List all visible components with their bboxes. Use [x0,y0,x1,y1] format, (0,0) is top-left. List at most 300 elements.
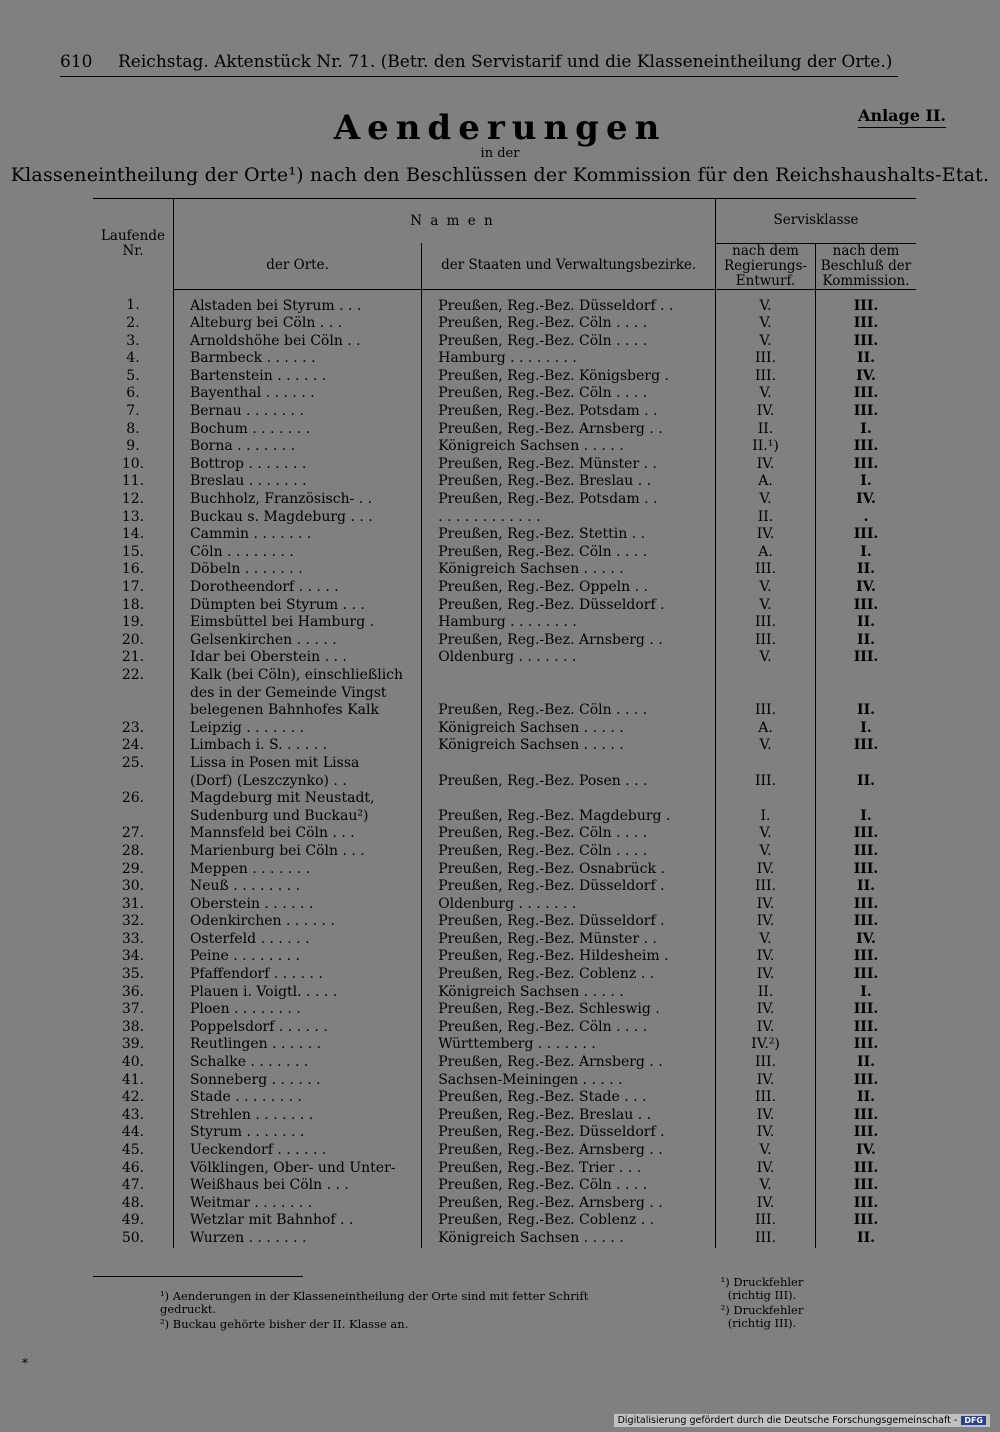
row-class-commission: III. [816,1036,916,1054]
column-footnote-2: ²) Druckfehler (richtig III). [720,1303,804,1330]
row-class-government: V. [716,385,816,403]
row-class-government: III. [716,702,816,720]
row-state: . . . . . . . . . . . . [422,509,716,527]
row-class-commission: III. [816,1195,916,1213]
row-class-government: III. [716,614,816,632]
row-class-government: IV. [716,896,816,914]
row-class-commission: III. [816,966,916,984]
row-class-government: IV.²) [716,1036,816,1054]
running-header: Reichstag. Aktenstück Nr. 71. (Betr. den Servistarif und die Klasseneintheilung der Orte.) [118,52,893,72]
row-number: 11. [121,473,145,490]
row-number: 1. [126,297,140,314]
row-place: Wetzlar mit Bahnhof . . [173,1212,421,1230]
row-number: 8. [126,420,140,437]
row-place: Bottrop . . . . . . . [173,456,421,474]
row-class-commission: III. [816,861,916,879]
row-state: Preußen, Reg.-Bez. Breslau . . [422,473,716,491]
row-number: 41. [121,1071,145,1088]
header-rule [60,76,898,77]
row-place: Dorotheendorf . . . . . [173,579,421,597]
row-number: 6. [126,385,140,402]
row-class-commission: III. [816,1160,916,1178]
row-number: 40. [121,1054,145,1071]
table-row [93,491,916,509]
row-class-commission: IV. [816,1142,916,1160]
row-class-government: III. [716,1230,816,1248]
row-place: Arnoldshöhe bei Cöln . . [173,333,421,351]
row-class-commission: III. [816,825,916,843]
table-row [93,896,916,914]
row-place: Stade . . . . . . . . [173,1089,421,1107]
row-place: Oberstein . . . . . . [173,896,421,914]
row-place: Leipzig . . . . . . . [173,720,421,738]
annex-label: Anlage II. [858,106,946,128]
table-row [93,561,916,579]
row-number: 23. [121,719,145,736]
row-state: Preußen, Reg.-Bez. Osnabrück . [422,861,716,879]
row-place: Limbach i. S. . . . . . [173,737,421,755]
row-state: Königreich Sachsen . . . . . [422,737,716,755]
row-class-commission: III. [816,333,916,351]
row-state: Preußen, Reg.-Bez. Arnsberg . . [422,1142,716,1160]
row-number: 25. [121,754,145,771]
row-class-government [716,667,816,685]
row-class-commission: III. [816,1072,916,1090]
row-state [422,685,716,703]
table-row [93,315,916,333]
row-class-commission: I. [816,984,916,1002]
table-row [93,597,916,615]
row-number: 38. [121,1018,145,1035]
credit-text: Digitalisierung gefördert durch die Deutsche Forschungsgemeinschaft - [617,1415,958,1426]
row-state: Preußen, Reg.-Bez. Königsberg . [422,368,716,386]
table-row [93,984,916,1002]
row-state: Preußen, Reg.-Bez. Coblenz . . [422,1212,716,1230]
footnote-1: ¹) Aenderungen in der Klasseneintheilung der Orte sind mit fetter Schrift gedruckt. [160,1289,589,1316]
table-row [93,403,916,421]
row-state: Königreich Sachsen . . . . . [422,984,716,1002]
table-row [93,1089,916,1107]
table-row [93,966,916,984]
row-class-government: V. [716,315,816,333]
row-number: 14. [121,526,145,543]
row-place: Buckau s. Magdeburg . . . [173,509,421,527]
row-state: Preußen, Reg.-Bez. Cöln . . . . [422,843,716,861]
table-row [93,878,916,896]
row-number: 48. [121,1194,145,1211]
header-namen: N a m e n [173,199,715,244]
row-number: 36. [121,983,145,1000]
row-place: Ueckendorf . . . . . . [173,1142,421,1160]
table-row [93,931,916,949]
row-number: 3. [126,332,140,349]
row-state: Hamburg . . . . . . . . [422,350,716,368]
row-class-commission: . [816,509,916,527]
row-number: 27. [121,825,145,842]
row-place: Ploen . . . . . . . . [173,1001,421,1019]
row-state: Preußen, Reg.-Bez. Cöln . . . . [422,315,716,333]
row-place: Mannsfeld bei Cöln . . . [173,825,421,843]
row-place: Völklingen, Ober- und Unter- [173,1160,421,1178]
table-row [93,1019,916,1037]
row-number: 49. [121,1212,145,1229]
page-number: 610 [60,52,93,72]
row-class-commission: III. [816,597,916,615]
table-row [93,1160,916,1178]
row-class-government: III. [716,1089,816,1107]
row-class-government: III. [716,368,816,386]
document-subtitle: Klasseneintheilung der Orte¹) nach den Beschlüssen der Kommission für den Reichshaushalts-Etat. [10,164,990,186]
row-class-government: II.¹) [716,438,816,456]
row-number: 45. [121,1142,145,1158]
row-class-commission: III. [816,948,916,966]
row-class-government: V. [716,333,816,351]
row-class-government: IV. [716,861,816,879]
row-state: Oldenburg . . . . . . . [422,896,716,914]
row-number: 29. [121,860,145,877]
row-class-commission: II. [816,1089,916,1107]
row-state: Hamburg . . . . . . . . [422,614,716,632]
row-class-government: V. [716,649,816,667]
row-number: 26. [121,790,145,807]
table-row [93,1054,916,1072]
row-state: Preußen, Reg.-Bez. Düsseldorf . [422,597,716,615]
column-footnote-1: ¹) Druckfehler (richtig III). [720,1275,804,1302]
row-place: Neuß . . . . . . . . [173,878,421,896]
row-class-commission: III. [816,1124,916,1142]
row-number: 31. [121,895,145,912]
row-state: Preußen, Reg.-Bez. Arnsberg . . [422,421,716,439]
row-number: 34. [121,948,145,965]
row-number: 2. [126,315,140,332]
row-class-government: V. [716,1177,816,1195]
row-class-government: IV. [716,1195,816,1213]
row-class-commission: III. [816,913,916,931]
row-class-commission: IV. [816,579,916,597]
table-row [93,473,916,491]
row-state: Preußen, Reg.-Bez. Cöln . . . . [422,1177,716,1195]
row-class-commission: III. [816,649,916,667]
row-class-government: V. [716,289,816,315]
row-number: 37. [121,1001,145,1018]
table-row [93,755,916,773]
row-number: 39. [121,1036,145,1053]
table-row [93,913,916,931]
row-class-commission [816,667,916,685]
footnote-rule [93,1276,303,1277]
row-number [93,685,173,703]
row-number [93,702,173,720]
row-class-commission: III. [816,843,916,861]
table-row [93,1107,916,1125]
table-row [93,1230,916,1248]
row-class-government: I. [716,808,816,826]
row-state: Preußen, Reg.-Bez. Schleswig . [422,1001,716,1019]
row-class-government: IV. [716,1019,816,1037]
row-state: Preußen, Reg.-Bez. Hildesheim . [422,948,716,966]
row-place: Marienburg bei Cöln . . . [173,843,421,861]
table-row [93,737,916,755]
table-row [93,289,916,315]
table-row [93,1072,916,1090]
row-class-commission: II. [816,561,916,579]
row-number: 28. [121,842,145,859]
row-state: Preußen, Reg.-Bez. Cöln . . . . [422,544,716,562]
table-row [93,1212,916,1230]
row-class-government: V. [716,1142,816,1160]
row-state: Preußen, Reg.-Bez. Düsseldorf . [422,878,716,896]
row-number: 43. [121,1106,145,1123]
row-class-commission: IV. [816,368,916,386]
row-place: Alstaden bei Styrum . . . [173,289,421,315]
row-class-government: III. [716,878,816,896]
row-state [422,667,716,685]
table-row [93,1195,916,1213]
table-row [93,720,916,738]
row-place: Meppen . . . . . . . [173,861,421,879]
row-place: (Dorf) (Leszczynko) . . [173,773,421,791]
row-number: 44. [121,1124,145,1141]
table-row [93,438,916,456]
row-class-commission [816,790,916,808]
row-class-government: IV. [716,1001,816,1019]
row-state [422,755,716,773]
header-orte: der Orte. [173,243,421,289]
row-number: 5. [126,367,140,384]
row-state: Preußen, Reg.-Bez. Oppeln . . [422,579,716,597]
row-class-government: A. [716,473,816,491]
row-place: Cöln . . . . . . . . [173,544,421,562]
table-row [93,1177,916,1195]
row-place: Bochum . . . . . . . [173,421,421,439]
row-class-government: V. [716,491,816,509]
row-place: Buchholz, Französisch- . . [173,491,421,509]
row-class-government: IV. [716,403,816,421]
row-state: Preußen, Reg.-Bez. Münster . . [422,931,716,949]
row-class-commission: IV. [816,491,916,509]
row-place: Weitmar . . . . . . . [173,1195,421,1213]
row-number [93,773,173,791]
row-class-government: III. [716,1212,816,1230]
table-row [93,632,916,650]
row-number: 50. [121,1229,145,1246]
table-row [93,773,916,791]
row-number: 19. [121,614,145,631]
row-state: Königreich Sachsen . . . . . [422,438,716,456]
row-number: 22. [121,666,145,683]
row-class-commission: III. [816,456,916,474]
row-class-commission [816,685,916,703]
table-row [93,509,916,527]
row-class-commission: II. [816,702,916,720]
row-number: 7. [126,403,140,420]
row-class-commission: I. [816,808,916,826]
row-class-government: A. [716,544,816,562]
row-class-government: III. [716,1054,816,1072]
row-place: Döbeln . . . . . . . [173,561,421,579]
row-state [422,790,716,808]
row-class-government: IV. [716,1124,816,1142]
row-class-commission: I. [816,421,916,439]
header-kommission: nach dem Beschluß der Kommission. [816,243,916,289]
table-row [93,1001,916,1019]
row-class-commission: II. [816,878,916,896]
table-row [93,702,916,720]
row-number: 4. [126,350,140,367]
table-row [93,1036,916,1054]
row-class-commission: III. [816,1019,916,1037]
row-class-government: III. [716,561,816,579]
row-state: Preußen, Reg.-Bez. Posen . . . [422,773,716,791]
row-state: Preußen, Reg.-Bez. Cöln . . . . [422,825,716,843]
row-place: Idar bei Oberstein . . . [173,649,421,667]
table-row [93,1142,916,1160]
row-place: Magdeburg mit Neustadt, [173,790,421,808]
header-regierung: nach dem Regierungs-Entwurf. [716,243,816,289]
row-place: Cammin . . . . . . . [173,526,421,544]
row-class-commission: II. [816,773,916,791]
table-row [93,790,916,808]
table-row [93,1124,916,1142]
row-state: Preußen, Reg.-Bez. Arnsberg . . [422,632,716,650]
row-number: 10. [121,455,145,472]
row-class-government: IV. [716,456,816,474]
row-state: Preußen, Reg.-Bez. Coblenz . . [422,966,716,984]
row-class-government: V. [716,579,816,597]
row-state: Preußen, Reg.-Bez. Potsdam . . [422,403,716,421]
row-state: Sachsen-Meiningen . . . . . [422,1072,716,1090]
row-class-commission: III. [816,1177,916,1195]
row-number: 21. [121,649,145,666]
document-title: Aenderungen [333,108,667,148]
row-state: Preußen, Reg.-Bez. Potsdam . . [422,491,716,509]
table-row [93,808,916,826]
row-class-government: IV. [716,913,816,931]
row-number: 33. [121,930,145,947]
table-row [93,385,916,403]
row-number: 20. [121,631,145,648]
row-class-commission: III. [816,737,916,755]
row-class-commission: III. [816,1001,916,1019]
row-state: Württemberg . . . . . . . [422,1036,716,1054]
table-row [93,350,916,368]
row-class-government: IV. [716,966,816,984]
row-class-commission: IV. [816,931,916,949]
row-place: Sonneberg . . . . . . [173,1072,421,1090]
row-number: 16. [121,561,145,578]
row-class-government: V. [716,597,816,615]
header-servisklasse: Servisklasse [716,199,916,244]
row-state: Oldenburg . . . . . . . [422,649,716,667]
row-state: Preußen, Reg.-Bez. Düsseldorf . . [422,289,716,315]
row-state: Preußen, Reg.-Bez. Arnsberg . . [422,1054,716,1072]
row-state: Preußen, Reg.-Bez. Cöln . . . . [422,333,716,351]
footnote-2: ²) Buckau gehörte bisher der II. Klasse an. [160,1317,409,1331]
row-state: Preußen, Reg.-Bez. Düsseldorf . [422,1124,716,1142]
row-state: Preußen, Reg.-Bez. Arnsberg . . [422,1195,716,1213]
row-class-commission: II. [816,614,916,632]
header-staaten: der Staaten und Verwaltungsbezirke. [422,243,716,289]
row-place: Osterfeld . . . . . . [173,931,421,949]
row-class-commission [816,755,916,773]
row-state: Preußen, Reg.-Bez. Breslau . . [422,1107,716,1125]
row-class-government: IV. [716,948,816,966]
row-class-commission: III. [816,385,916,403]
row-class-government: III. [716,773,816,791]
row-number [93,808,173,826]
row-class-government: IV. [716,1072,816,1090]
row-place: Breslau . . . . . . . [173,473,421,491]
row-class-government: V. [716,931,816,949]
row-number: 13. [121,508,145,525]
row-class-government: IV. [716,1107,816,1125]
row-class-commission: III. [816,1212,916,1230]
row-state: Preußen, Reg.-Bez. Trier . . . [422,1160,716,1178]
row-state: Königreich Sachsen . . . . . [422,561,716,579]
row-class-commission: III. [816,438,916,456]
row-class-commission: III. [816,1107,916,1125]
table-row [93,649,916,667]
title-connector: in der [480,146,520,161]
row-place: Bartenstein . . . . . . [173,368,421,386]
row-state: Preußen, Reg.-Bez. Cöln . . . . [422,702,716,720]
row-place: Alteburg bei Cöln . . . [173,315,421,333]
row-state: Preußen, Reg.-Bez. Düsseldorf . [422,913,716,931]
row-number: 42. [121,1089,145,1106]
row-place: Sudenburg und Buckau²) [173,808,421,826]
row-class-government: II. [716,421,816,439]
row-place: Strehlen . . . . . . . [173,1107,421,1125]
row-class-commission: III. [816,315,916,333]
row-class-government: III. [716,632,816,650]
classification-table [93,198,916,1248]
row-state: Königreich Sachsen . . . . . [422,720,716,738]
row-class-commission: III. [816,526,916,544]
row-place: Peine . . . . . . . . [173,948,421,966]
row-class-government [716,685,816,703]
row-class-commission: III. [816,403,916,421]
table-row [93,421,916,439]
row-number: 9. [126,438,140,455]
table-row [93,614,916,632]
table-row [93,368,916,386]
row-place: Plauen i. Voigtl. . . . . [173,984,421,1002]
row-number: 35. [121,966,145,983]
row-number: 18. [121,596,145,613]
row-state: Preußen, Reg.-Bez. Cöln . . . . [422,385,716,403]
digitization-credit [614,1414,990,1427]
row-class-commission: I. [816,473,916,491]
table-row [93,456,916,474]
row-number: 12. [121,491,145,508]
table-row [93,333,916,351]
dfg-logo: DFG [961,1416,986,1425]
row-place: Weißhaus bei Cöln . . . [173,1177,421,1195]
row-class-government: II. [716,984,816,1002]
row-class-government: III. [716,350,816,368]
row-number: 15. [121,543,145,560]
row-class-government: V. [716,843,816,861]
row-place: Lissa in Posen mit Lissa [173,755,421,773]
row-place: des in der Gemeinde Vingst [173,685,421,703]
row-place: Wurzen . . . . . . . [173,1230,421,1248]
row-number: 30. [121,878,145,895]
row-class-government: II. [716,509,816,527]
row-place: Odenkirchen . . . . . . [173,913,421,931]
row-place: Barmbeck . . . . . . [173,350,421,368]
row-class-commission: II. [816,632,916,650]
row-state: Preußen, Reg.-Bez. Magdeburg . [422,808,716,826]
